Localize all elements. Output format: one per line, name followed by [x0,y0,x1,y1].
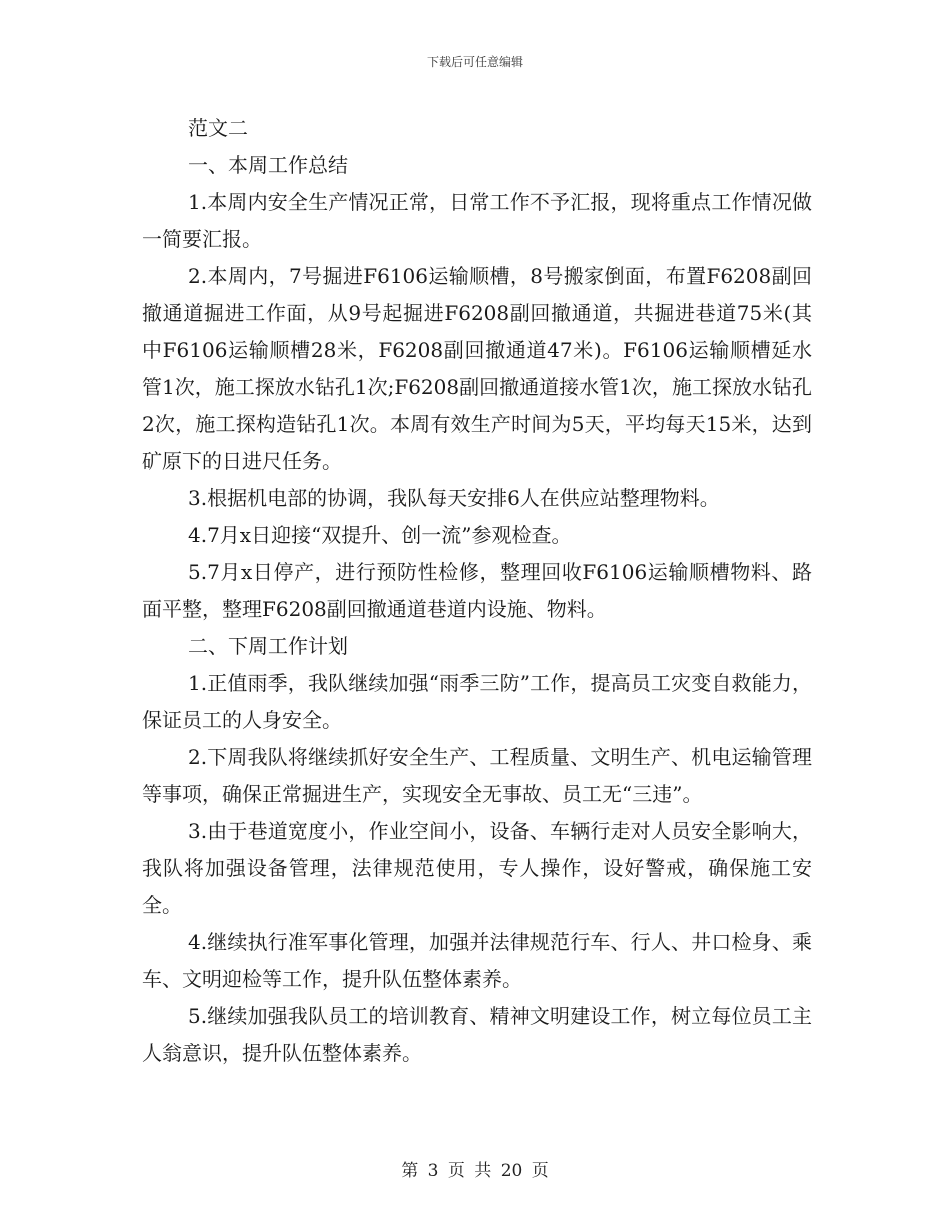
document-body [142,110,812,1072]
summary-item-2: 2.本周内，7号掘进F6106运输顺槽，8号搬家倒面，布置F6208副回撤通道掘进工作面，从9号起掘进F6208副回撤通道，共掘进巷道75米(其中F6106运输顺槽28米，F6208副回撤通道47米)。F6106运输顺槽延水管1次，施工探放水钻孔1次;F6208副回撤通道接水管1次，施工探放水钻孔2次，施工探构造钻孔1次。本周有效生产时间为5天，平均每天15米，达到矿原下的日进尺任务。 [142,264,812,473]
plan-item-1: 1.正值雨季，我队继续加强“雨季三防”工作，提高员工灾变自救能力，保证员工的人身安全。 [142,671,812,732]
summary-item-4: 4.7月x日迎接“双提升、创一流”参观检查。 [188,523,572,547]
plan-item-2: 2.下周我队将继续抓好安全生产、工程质量、文明生产、机电运输管理等事项，确保正常掘进生产，实现安全无事故、员工无“三违”。 [142,745,812,806]
summary-item-5: 5.7月x日停产，进行预防性检修，整理回收F6106运输顺槽物料、路面平整，整理F6208副回撤通道巷道内设施、物料。 [142,560,812,621]
plan-item-3: 3.由于巷道宽度小，作业空间小，设备、车辆行走对人员安全影响大，我队将加强设备管理，法律规范使用，专人操作，设好警戒，确保施工安全。 [142,819,812,917]
summary-item-3: 3.根据机电部的协调，我队每天安排6人在供应站整理物料。 [188,486,720,510]
doc-title: 范文二 [188,116,248,140]
page-footer: 第 3 页 共 20 页 [401,1161,549,1181]
plan-item-5: 5.继续加强我队员工的培训教育、精神文明建设工作，树立每位员工主人翁意识，提升队伍整体素养。 [142,1004,812,1065]
section-heading-summary: 一、本周工作总结 [188,153,348,177]
section-heading-plan: 二、下周工作计划 [188,634,348,658]
page-header: 下载后可任意编辑 [426,55,523,69]
plan-item-4: 4.继续执行准军事化管理，加强并法律规范行车、行人、井口检身、乘车、文明迎检等工作，提升队伍整体素养。 [142,930,812,991]
summary-item-1: 1.本周内安全生产情况正常，日常工作不予汇报，现将重点工作情况做一简要汇报。 [142,190,812,251]
